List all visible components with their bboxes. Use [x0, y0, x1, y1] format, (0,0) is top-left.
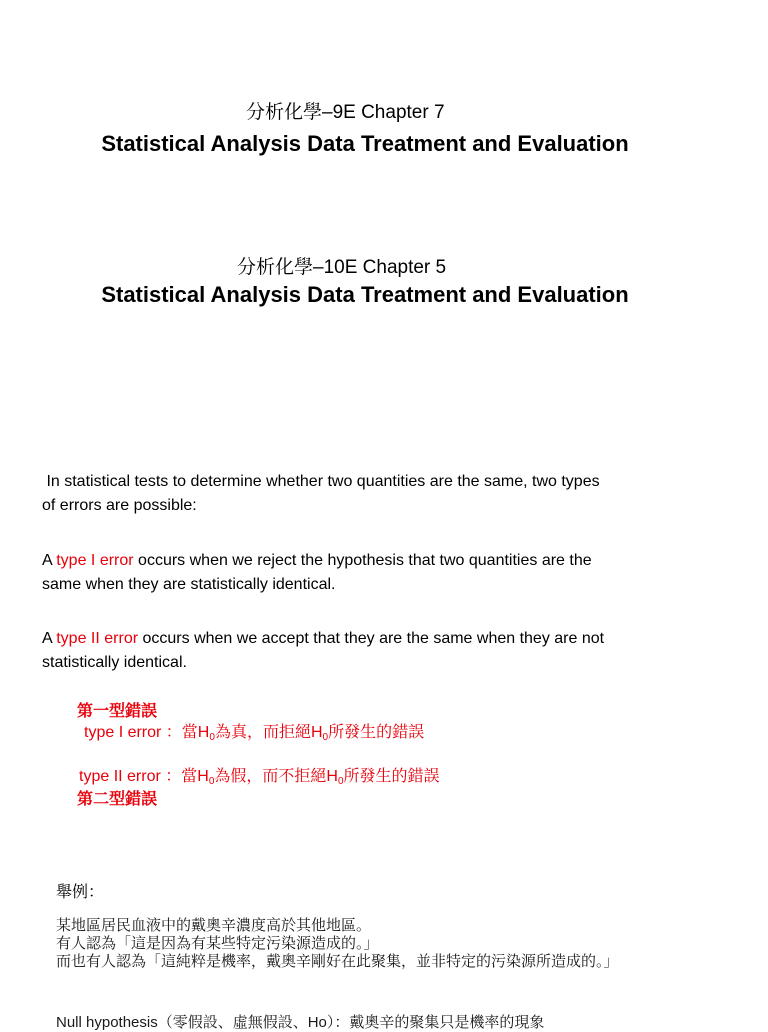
type2-zh-part-c: 所發生的錯誤	[343, 768, 440, 785]
h0-subscript: 0	[208, 776, 215, 787]
type1-prefix: A	[42, 552, 57, 569]
type1-zh-label: 第一型錯誤	[77, 703, 158, 720]
chapter-subtitle-9e: 分析化學–9E Chapter 7	[246, 102, 445, 123]
type1-zh-part-b: 為真，而拒絕H	[214, 724, 323, 741]
chapter-subtitle-10e: 分析化學–10E Chapter 5	[237, 257, 447, 278]
type1-zh-definition	[84, 719, 424, 743]
type2-zh-part-b: 為假，而不拒絕H	[214, 768, 338, 785]
type2-line-2: statistically identical.	[42, 654, 187, 671]
h0-subscript: 0	[209, 732, 215, 743]
type2-prefix: A	[42, 630, 57, 647]
type2-line-1	[42, 627, 742, 651]
type1-zh-part-a: ：當H	[161, 724, 210, 741]
example-line-2: 有人認為「這是因為有某些特定污染源造成的。」	[56, 935, 379, 952]
example-line-3: 而也有人認為「這純粹是機率，戴奧辛剛好在此聚集，並非特定的污染源所造成的。」	[56, 953, 619, 970]
type1-term: type I error	[56, 552, 134, 569]
intro-paragraph	[42, 470, 742, 518]
type2-rest: occurs when we accept that they are the same when they are not	[138, 630, 605, 647]
intro-line-2: of errors are possible:	[42, 497, 197, 514]
chapter-title-9e: Statistical Analysis Data Treatment and Evaluation	[101, 131, 629, 156]
example-body	[56, 917, 619, 971]
type1-line-1	[42, 549, 742, 573]
type1-paragraph	[42, 549, 742, 597]
type1-rest: occurs when we reject the hypothesis that two quantities are the	[133, 552, 592, 569]
example-line-1: 某地區居民血液中的戴奧辛濃度高於其他地區。	[56, 917, 372, 934]
intro-line-1: In statistical tests to determine whether two quantities are the same, two types	[42, 473, 600, 490]
type1-zh-part-c: 所發生的錯誤	[328, 724, 425, 741]
example-heading: 舉例：	[56, 884, 105, 901]
chapter-title-10e: Statistical Analysis Data Treatment and Evaluation	[101, 282, 629, 307]
h0-subscript: 0	[337, 776, 344, 787]
type2-term: type II error	[56, 630, 139, 647]
type2-zh-term: type II error	[79, 768, 161, 785]
type2-zh-definition	[79, 763, 440, 787]
type1-zh-term: type I error	[84, 724, 162, 741]
null-hypothesis-line: Null hypothesis（零假設、虛無假設、Ho）：戴奧辛的聚集只是機率的現象	[56, 1014, 545, 1031]
type1-line-2: same when they are statistically identical.	[42, 576, 336, 593]
type2-zh-label: 第二型錯誤	[77, 791, 158, 808]
h0-subscript: 0	[322, 732, 329, 743]
type2-zh-part-a: ：當H	[160, 768, 209, 785]
type2-paragraph	[42, 627, 742, 675]
